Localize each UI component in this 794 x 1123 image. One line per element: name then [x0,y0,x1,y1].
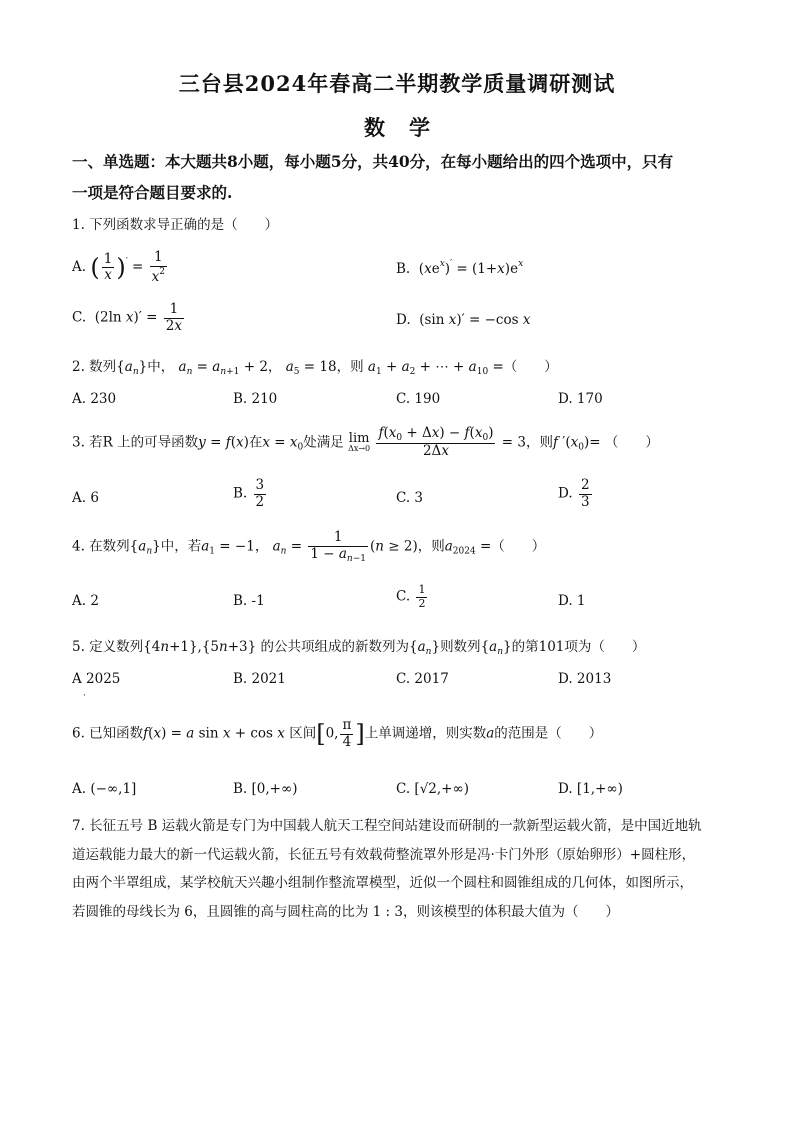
question-6-option-c: C. [√2,+∞) [396,781,470,797]
question-3-option-c: C. 3 [396,490,424,506]
subject-char-1: 数 [364,115,385,140]
question-2-option-d: D. 170 [558,391,603,407]
question-2-option-a: A. 230 [72,391,117,407]
question-2-option-b: B. 210 [233,391,278,407]
option-label: C. [72,309,87,326]
question-7-stem [72,812,732,926]
question-7-line-2: 道运载能力最大的新一代运载火箭，长征五号有效载荷整流罩外形是冯·卡门外形（原始卵形）+圆柱形， [72,846,696,863]
question-2-option-c: C. 190 [396,391,441,407]
section-heading-line-1: 一、单选题：本大题共8小题，每小题5分，共40分，在每小题给出的四个选项中，只有 [72,152,674,171]
question-5-option-a: A 2025 [72,671,121,687]
question-1-option-b: B. $(xe^x)' = (1+x)e^x$ [396,259,524,277]
option-label: B. [396,261,411,277]
question-2-stem: 2. 数列$\{a_n\}$中， $a_n = a_{n+1} + 2$， $a_5 = 18$，则 $a_1 + a_2$ + ⋯ + $a_{10}$ =（ ） [72,359,558,377]
question-4-option-c: C. $\frac{1}{2}$ [396,583,426,610]
question-5-stem: 5. 定义数列{4n+1},{5n+3} 的公共项组成的新数列为$\{a_n\}$则数列$\{a_n\}$的第101项为（ ） [72,639,646,657]
question-6-option-b: B. [0,+∞) [233,781,298,797]
question-7-line-4: 若圆锥的母线长为 6，且圆锥的高与圆柱高的比为 1 : 3，则该模型的体积最大值为（ ） [72,903,619,920]
question-4-stem: 4. 在数列$\{a_n\}$中，若$a_1 = -1$， $a_n$ = $\frac{1}{1 - a_{n-1}}$ (n ≥ 2)，则$a_{2024}$ =（ ） [72,529,546,564]
question-1-option-c: C. (2ln x)′ = $\frac{1}{2x}$ [72,301,182,334]
stray-dot: · [83,691,86,701]
exam-title: 三台县2024年春高二半期教学质量调研测试 [178,71,616,96]
question-1-stem: 1. 下列函数求导正确的是（ ） [72,217,279,233]
section-heading-line-2: 一项是符合题目要求的. [72,183,233,202]
question-5-option-d: D. 2013 [558,671,612,687]
question-3-option-b: B. $\frac{3}{2}$ [233,477,265,510]
question-1-option-a: A. ( $\frac{1}{x}$ )′ = $\frac{1}{x^2}$ [72,249,165,285]
question-4-option-a: A. 2 [72,593,99,609]
question-1-option-d: D. (sin x)′ = −cos x [396,312,531,328]
question-7-line-3: 由两个半罩组成，某学校航天兴趣小组制作整流罩模型，近似一个圆柱和圆锥组成的几何体，如图所示， [72,875,693,892]
question-7-line-1: 7. 长征五号 B 运载火箭是专门为中国载人航天工程空间站建设而研制的一款新型运载火箭，是中国近地轨 [72,818,702,834]
question-5-option-c: C. 2017 [396,671,449,687]
option-label: D. [396,312,411,328]
question-6-option-a: A. (−∞,1] [72,781,137,797]
question-3-option-a: A. 6 [72,490,99,506]
question-4-option-d: D. 1 [558,593,586,609]
subject-title [0,112,794,142]
section-heading [72,146,732,208]
question-5-option-b: B. 2021 [233,671,286,687]
question-6-stem: 6. 已知函数f(x) = a sin x + cos x 区间[0, $\frac{\pi}{4}$ ]上单调递增，则实数a的范围是（ ） [72,717,603,750]
subject-char-2: 学 [409,115,430,140]
option-label: A. [72,259,87,276]
question-4-option-b: B. -1 [233,593,265,609]
question-3-option-d: D. $\frac{2}{3}$ [558,477,590,510]
question-3-stem: 3. 若R 上的可导函数y = f(x)在$x = x_0$处满足 lim Δx→0 $\frac{f(x_0 + \Delta x) - f(x_0)}{2\Delta x}$ = 3，则f $'(x_0)=$ （ ） [72,425,659,460]
question-6-option-d: D. [1,+∞) [558,781,623,797]
